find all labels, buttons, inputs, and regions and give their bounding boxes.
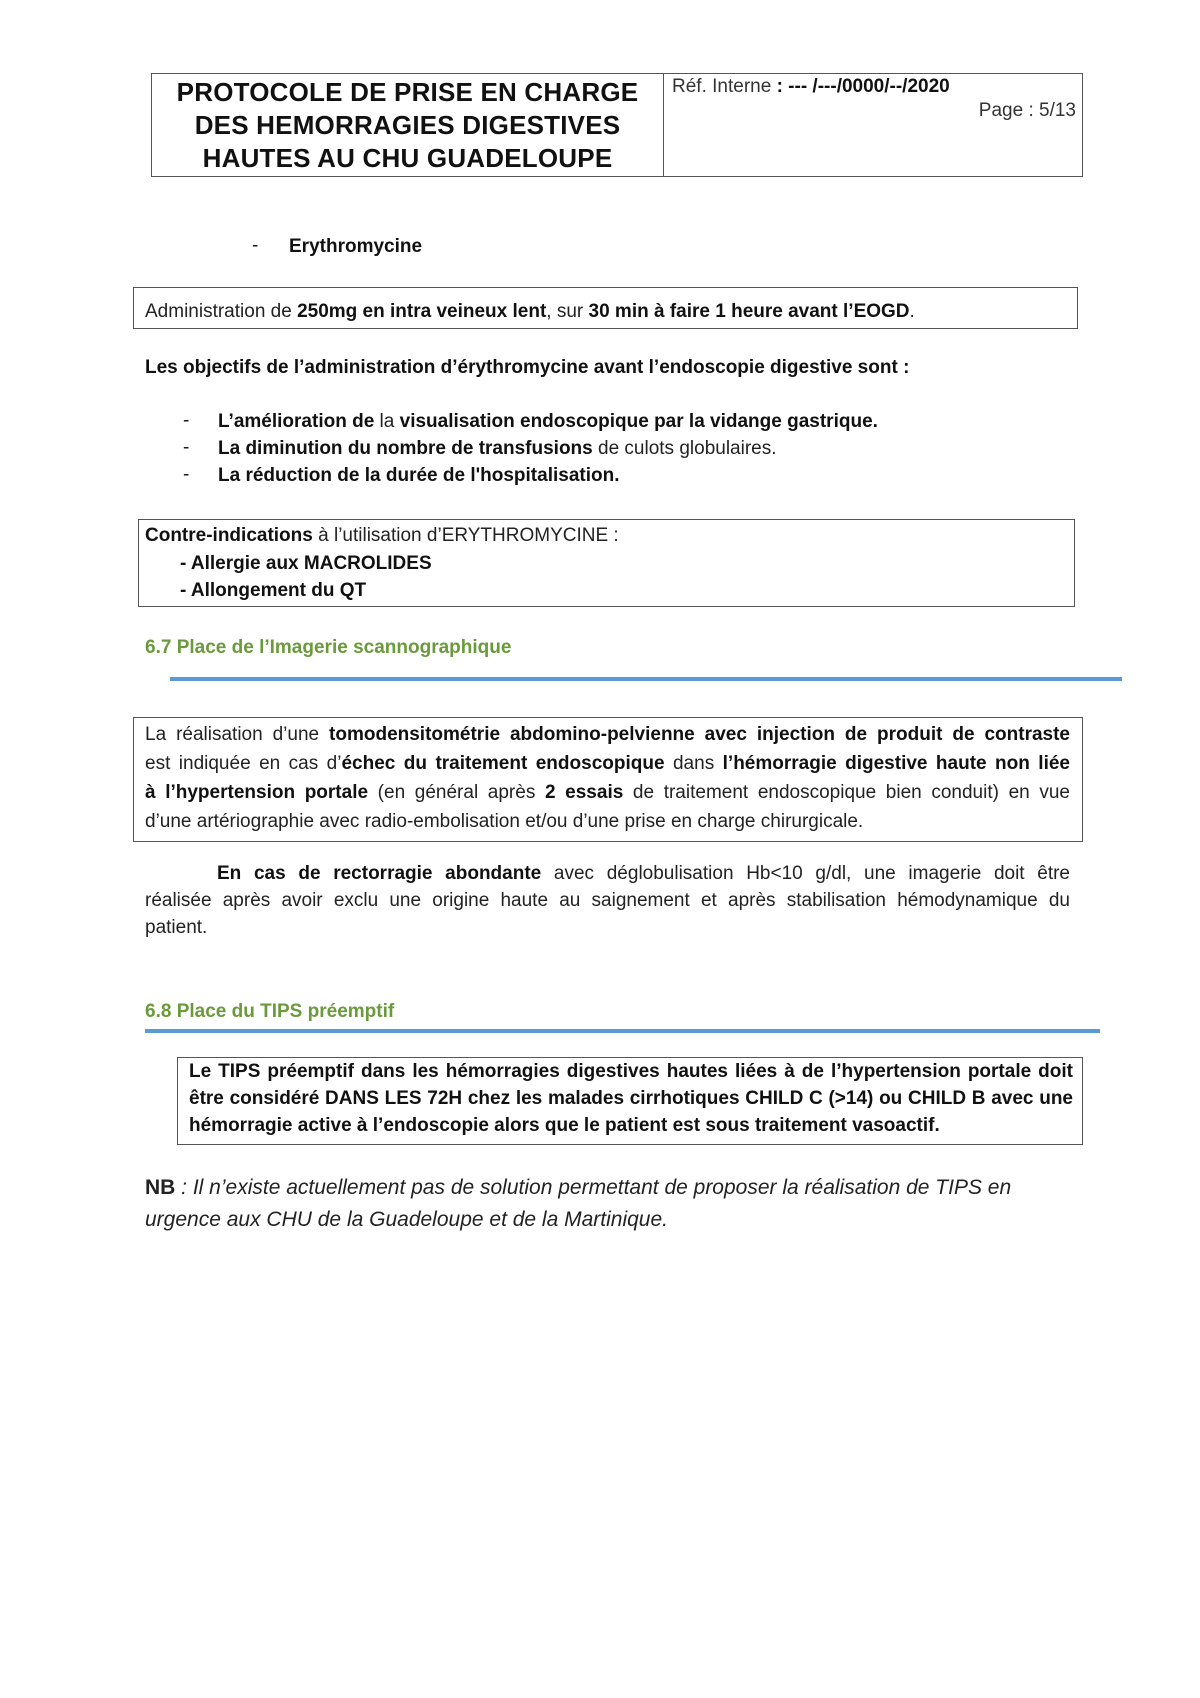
list-item: L’amélioration de la visualisation endoscopique par la vidange gastrique. <box>218 411 878 432</box>
paragraph-line: réalisée après avoir exclu une origine haute au saignement et après stabilisation hémodynamique du <box>145 890 1070 911</box>
list-item: La réduction de la durée de l'hospitalisation. <box>218 465 620 486</box>
title-line: PROTOCOLE DE PRISE EN CHARGE <box>176 77 639 107</box>
tips-paragraph <box>189 1058 1073 1139</box>
nb-label: NB <box>145 1176 176 1199</box>
list-dash: - <box>252 235 259 256</box>
paragraph-line: à l’hypertension portale (en général après 2 essais de traitement endoscopique bien conduit) en vue <box>145 782 1070 803</box>
paragraph-line: hémorragie active à l’endoscopie alors que le patient est sous traitement vasoactif. <box>189 1115 940 1136</box>
nb-note: NB : Il n’existe actuellement pas de solution permettant de proposer la réalisation de TIPS en <box>145 1176 1012 1199</box>
objectives-title: Les objectifs de l’administration d’érythromycine avant l’endoscopie digestive sont : <box>145 357 910 378</box>
reference <box>672 76 950 98</box>
list-dash: - <box>183 464 190 485</box>
administration-text: Administration de 250mg en intra veineux lent, sur 30 min à faire 1 heure avant l’EOGD. <box>145 301 915 322</box>
document-title <box>152 74 664 176</box>
contraindication-item: - Allongement du QT <box>180 580 367 601</box>
contraindications-label: Contre-indications à l’utilisation d’ERYTHROMYCINE : <box>145 525 619 546</box>
section-title: 6.7 Place de l’Imagerie scannographique <box>145 637 512 658</box>
section-rule <box>170 677 1122 681</box>
header-table <box>151 73 1083 177</box>
contraindication-item: - Allergie aux MACROLIDES <box>180 553 432 574</box>
nb-note-line: urgence aux CHU de la Guadeloupe et de la Martinique. <box>145 1208 668 1231</box>
page-number: Page : 5/13 <box>978 100 1076 121</box>
paragraph-line: En cas de rectorragie abondante avec déglobulisation Hb<10 g/dl, une imagerie doit être <box>217 863 1071 884</box>
rectorragia-paragraph <box>145 860 1070 941</box>
section-rule <box>145 1029 1100 1033</box>
imaging-paragraph <box>145 720 1070 836</box>
list-dash: - <box>183 437 190 458</box>
paragraph-line: est indiquée en cas d’échec du traitement endoscopique dans l’hémorragie digestive haute non liée <box>145 753 1071 774</box>
paragraph-line: La réalisation d’une tomodensitométrie abdomino-pelvienne avec injection de produit de contraste <box>145 724 1070 745</box>
paragraph-line: être considéré DANS LES 72H chez les malades cirrhotiques CHILD C (>14) ou CHILD B avec une <box>189 1088 1073 1109</box>
title-line: DES HEMORRAGIES DIGESTIVES <box>194 110 621 140</box>
title-line: HAUTES AU CHU GUADELOUPE <box>202 143 613 173</box>
reference-value: : --- /---/0000/--/2020 <box>776 76 950 97</box>
paragraph-line: patient. <box>145 917 208 938</box>
section-title: 6.8 Place du TIPS préemptif <box>145 1001 395 1022</box>
drug-name: Erythromycine <box>289 236 423 257</box>
header-meta <box>664 74 1082 176</box>
list-dash: - <box>183 410 190 431</box>
list-item: La diminution du nombre de transfusions de culots globulaires. <box>218 438 777 459</box>
paragraph-line: Le TIPS préemptif dans les hémorragies digestives hautes liées à de l’hypertension portale doit <box>189 1061 1073 1082</box>
paragraph-line: d’une artériographie avec radio-embolisation et/ou d’une prise en charge chirurgicale. <box>145 811 864 832</box>
reference-label: Réf. Interne <box>672 76 777 97</box>
